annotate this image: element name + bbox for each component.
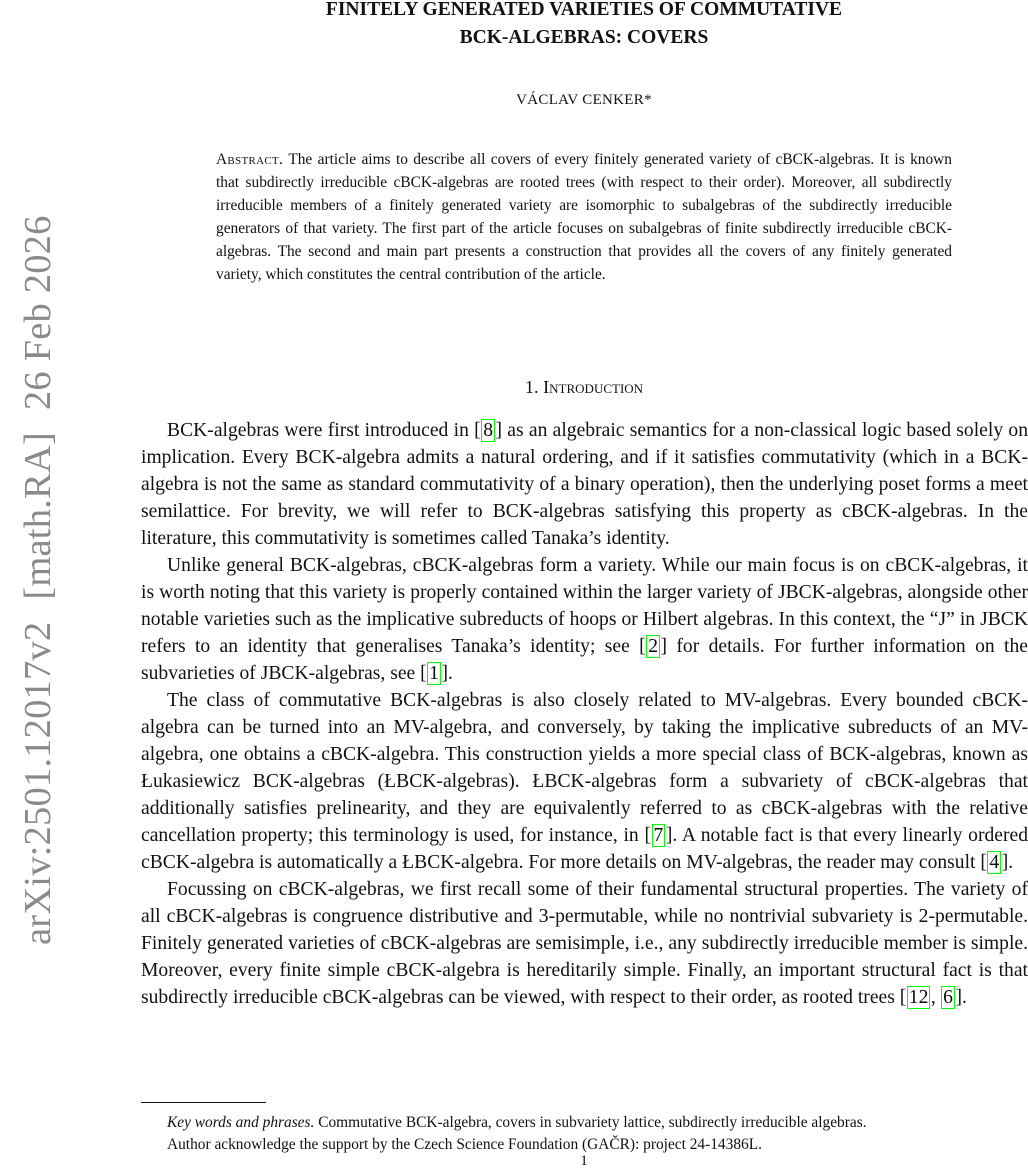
- paper-title: [140, 0, 1028, 52]
- citation-link[interactable]: 12: [908, 987, 929, 1008]
- arxiv-date: 26 Feb 2026: [17, 215, 59, 411]
- paragraph-2: [141, 552, 1028, 687]
- abstract-label: Abstract.: [216, 151, 284, 168]
- paragraph-text: ] as an algebraic semantics for a non-classical logic based solely on implication. Every BCK-algebra admits a natural ordering, and if it satisfies commutativity (which in a BCK-algebra is not the same as standard commutativity of a binary operation), then the underlying poset forms a meet semilattice. For brevity, we will refer to BCK-algebras satisfying this property as cBCK-algebras. In the literature, this commutativity is sometimes called Tanaka’s identity.: [141, 420, 1028, 549]
- citation-link[interactable]: 4: [989, 852, 1000, 873]
- citation-link[interactable]: 7: [653, 825, 664, 846]
- arxiv-identifier-stamp: [16, 193, 60, 945]
- title-line-2: BCK-ALGEBRAS: COVERS: [459, 27, 709, 48]
- abstract-text: The article aims to describe all covers of every finitely generated variety of cBCK-algebras. It is known that subdirectly irreducible cBCK-algebras are rooted trees (with respect to their order). Moreover, all subdirectly irreducible members of a finitely generated variety are isomorphic to subalgebras of the subdirectly irreducible generators of that variety. The first part of the article focuses on subalgebras of finite subdirectly irreducible cBCK-algebras. The second and main part presents a construction that provides all the covers of any finitely generated variety, which constitutes the central contribution of the article.: [216, 151, 952, 283]
- arxiv-id: arXiv:2501.12017v2: [17, 621, 59, 945]
- citation-link[interactable]: 2: [648, 636, 658, 657]
- author-name: VÁCLAV CENKER*: [516, 92, 652, 108]
- acknowledgement-footnote: Author acknowledge the support by the Czech Science Foundation (GAČR): project 24-14386L.: [167, 1136, 762, 1154]
- paragraph-text: Focussing on cBCK-algebras, we first recall some of their fundamental structural properties. The variety of all cBCK-algebras is congruence distributive and 3-permutable, while no nontrivial subvariety is 2-permutable. Finitely generated varieties of cBCK-algebras are semisimple, i.e., any subdirectly irreducible member is simple. Moreover, every finite simple cBCK-algebra is hereditarily simple. Finally, an important structural fact is that subdirectly irreducible cBCK-algebras can be viewed, with respect to their order, as rooted trees [: [141, 879, 1028, 1008]
- paragraph-4: [141, 876, 1028, 1011]
- introduction-body: [141, 417, 1028, 1011]
- title-line-1: FINITELY GENERATED VARIETIES OF COMMUTATIVE: [325, 0, 843, 20]
- paragraph-text: ].: [441, 663, 453, 684]
- paragraph-text: ]. A notable fact is that every linearly ordered cBCK-algebra is automatically a ŁBCK-algebra. For more details on MV-algebras, the reader may consult [: [141, 825, 1028, 873]
- paragraph-text: ] for details. For further information on the subvarieties of JBCK-algebras, see [: [141, 636, 1028, 684]
- footnotes: [141, 1112, 1028, 1157]
- keywords-footnote: [141, 1112, 1028, 1134]
- section-title: Introduction: [543, 377, 644, 397]
- citation-link[interactable]: 1: [429, 663, 439, 684]
- citation-link[interactable]: 6: [943, 987, 953, 1008]
- keywords-text: Commutative BCK-algebra, covers in subvariety lattice, subdirectly irreducible algebras.: [318, 1114, 867, 1131]
- section-heading: [140, 377, 1028, 398]
- arxiv-category: [math.RA]: [17, 432, 59, 600]
- paragraph-text: Unlike general BCK-algebras, cBCK-algebras form a variety. While our main focus is on cBCK-algebras, it is worth noting that this variety is properly contained within the larger variety of JBCK-algebras, alongside other notable varieties such as the implicative subreducts of hoops or Hilbert algebras. In this context, the “J” in JBCK refers to an identity that generalises Tanaka’s identity; see [: [141, 555, 1028, 657]
- paragraph-text: ].: [955, 987, 967, 1008]
- footnote-rule: [141, 1102, 266, 1103]
- section-number: 1.: [524, 377, 539, 397]
- paragraph-text: The class of commutative BCK-algebras is also closely related to MV-algebras. Every bounded cBCK-algebra can be turned into an MV-algebra, and conversely, by taking the implicative subreducts of an MV-algebra, one obtains a cBCK-algebra. This construction yields a more special class of BCK-algebras, known as Łukasiewicz BCK-algebras (ŁBCK-algebras). ŁBCK-algebras form a subvariety of cBCK-algebras that additionally satisfies prelinearity, and they are equivalently referred to as cBCK-algebras with the relative cancellation property; this terminology is used, for instance, in [: [141, 690, 1028, 846]
- abstract: [216, 149, 952, 286]
- keywords-label: Key words and phrases.: [167, 1114, 315, 1131]
- paragraph-1: [141, 417, 1028, 552]
- paragraph-text: ].: [1001, 852, 1014, 873]
- paragraph-3: [141, 687, 1028, 876]
- paragraph-text: BCK-algebras were first introduced in [: [167, 420, 481, 441]
- citation-separator: ,: [930, 987, 941, 1008]
- citation-link[interactable]: 8: [483, 420, 493, 441]
- page-number: 1: [580, 1153, 588, 1169]
